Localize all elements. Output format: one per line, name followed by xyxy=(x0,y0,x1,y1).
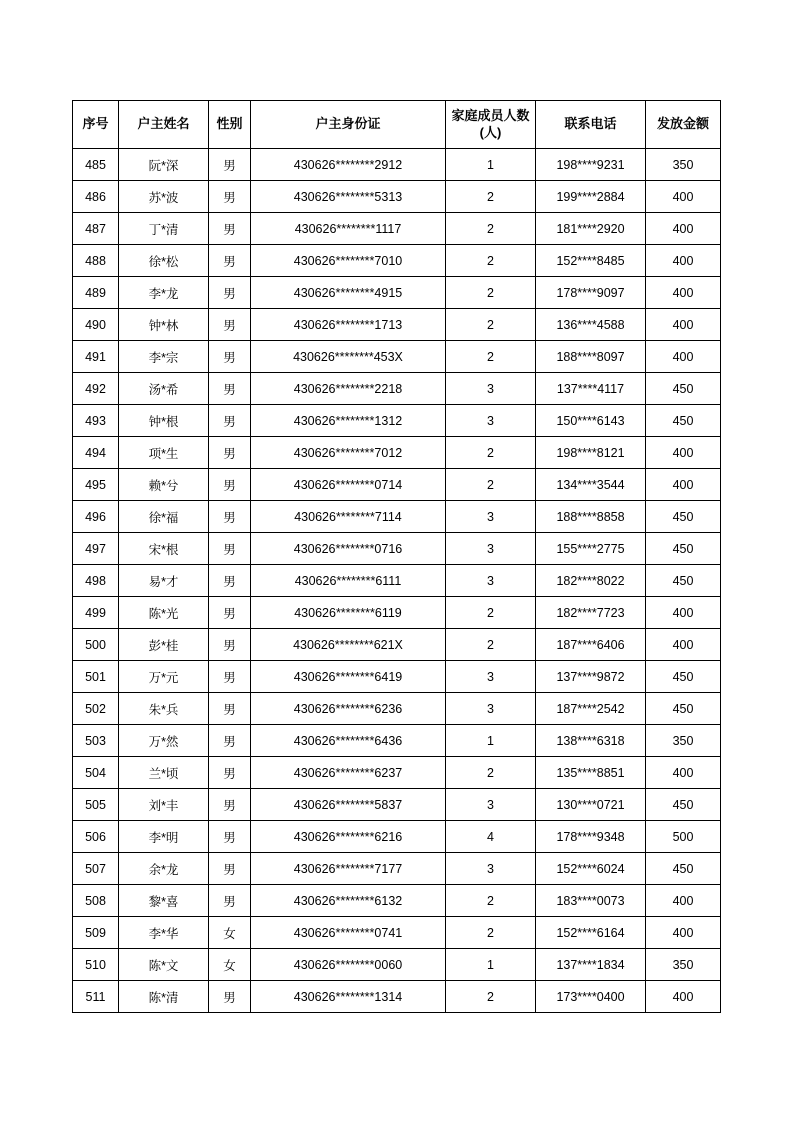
table-cell: 137****9872 xyxy=(536,661,646,693)
table-cell: 2 xyxy=(446,885,536,917)
table-cell: 430626********4915 xyxy=(251,277,446,309)
table-cell: 男 xyxy=(209,501,251,533)
table-cell: 489 xyxy=(73,277,119,309)
table-cell: 2 xyxy=(446,629,536,661)
table-cell: 182****8022 xyxy=(536,565,646,597)
table-cell: 450 xyxy=(646,501,721,533)
table-cell: 450 xyxy=(646,373,721,405)
table-cell: 男 xyxy=(209,565,251,597)
table-cell: 4 xyxy=(446,821,536,853)
table-cell: 430626********6111 xyxy=(251,565,446,597)
table-cell: 男 xyxy=(209,245,251,277)
table-row xyxy=(73,885,721,917)
table-cell: 152****8485 xyxy=(536,245,646,277)
table-cell: 430626********2218 xyxy=(251,373,446,405)
table-row xyxy=(73,693,721,725)
table-row xyxy=(73,181,721,213)
table-cell: 198****9231 xyxy=(536,149,646,181)
table-cell: 400 xyxy=(646,917,721,949)
table-cell: 男 xyxy=(209,661,251,693)
table-cell: 430626********0060 xyxy=(251,949,446,981)
table-row xyxy=(73,341,721,373)
table-cell: 3 xyxy=(446,565,536,597)
table-cell: 钟*根 xyxy=(119,405,209,437)
table-cell: 187****2542 xyxy=(536,693,646,725)
table-cell: 450 xyxy=(646,405,721,437)
table-cell: 178****9348 xyxy=(536,821,646,853)
table-cell: 400 xyxy=(646,245,721,277)
table-cell: 男 xyxy=(209,853,251,885)
table-cell: 502 xyxy=(73,693,119,725)
table-cell: 男 xyxy=(209,405,251,437)
table-cell: 506 xyxy=(73,821,119,853)
table-cell: 2 xyxy=(446,757,536,789)
table-cell: 150****6143 xyxy=(536,405,646,437)
table-cell: 155****2775 xyxy=(536,533,646,565)
table-cell: 男 xyxy=(209,277,251,309)
table-row xyxy=(73,501,721,533)
column-header: 性别 xyxy=(209,101,251,149)
table-cell: 496 xyxy=(73,501,119,533)
table-cell: 余*龙 xyxy=(119,853,209,885)
table-cell: 万*然 xyxy=(119,725,209,757)
table-cell: 430626********5313 xyxy=(251,181,446,213)
table-row xyxy=(73,309,721,341)
table-cell: 508 xyxy=(73,885,119,917)
table-cell: 项*生 xyxy=(119,437,209,469)
table-cell: 男 xyxy=(209,341,251,373)
table-cell: 490 xyxy=(73,309,119,341)
table-cell: 1 xyxy=(446,725,536,757)
table-cell: 491 xyxy=(73,341,119,373)
table-cell: 430626********0741 xyxy=(251,917,446,949)
table-cell: 男 xyxy=(209,437,251,469)
table-cell: 男 xyxy=(209,693,251,725)
table-cell: 2 xyxy=(446,597,536,629)
header-row xyxy=(73,101,721,149)
table-cell: 男 xyxy=(209,725,251,757)
table-cell: 赖*兮 xyxy=(119,469,209,501)
table-cell: 苏*波 xyxy=(119,181,209,213)
table-cell: 400 xyxy=(646,629,721,661)
table-cell: 450 xyxy=(646,565,721,597)
table-cell: 430626********2912 xyxy=(251,149,446,181)
table-cell: 2 xyxy=(446,245,536,277)
table-row xyxy=(73,277,721,309)
table-row xyxy=(73,853,721,885)
column-header: 户主姓名 xyxy=(119,101,209,149)
column-header: 家庭成员人数(人) xyxy=(446,101,536,149)
table-cell: 陈*光 xyxy=(119,597,209,629)
table-row xyxy=(73,405,721,437)
table-cell: 男 xyxy=(209,213,251,245)
table-cell: 430626********7114 xyxy=(251,501,446,533)
table-cell: 430626********0716 xyxy=(251,533,446,565)
table-cell: 400 xyxy=(646,213,721,245)
table-row xyxy=(73,597,721,629)
table-cell: 510 xyxy=(73,949,119,981)
table-cell: 504 xyxy=(73,757,119,789)
table-cell: 李*华 xyxy=(119,917,209,949)
table-cell: 430626********7012 xyxy=(251,437,446,469)
table-cell: 138****6318 xyxy=(536,725,646,757)
table-cell: 199****2884 xyxy=(536,181,646,213)
table-cell: 男 xyxy=(209,757,251,789)
column-header: 序号 xyxy=(73,101,119,149)
table-cell: 兰*顷 xyxy=(119,757,209,789)
table-cell: 400 xyxy=(646,181,721,213)
table-cell: 182****7723 xyxy=(536,597,646,629)
table-cell: 彭*桂 xyxy=(119,629,209,661)
table-cell: 505 xyxy=(73,789,119,821)
table-row xyxy=(73,213,721,245)
table-cell: 男 xyxy=(209,821,251,853)
table-cell: 181****2920 xyxy=(536,213,646,245)
table-row xyxy=(73,949,721,981)
table-cell: 2 xyxy=(446,309,536,341)
table-cell: 400 xyxy=(646,437,721,469)
table-row xyxy=(73,565,721,597)
column-header: 发放金额 xyxy=(646,101,721,149)
table-cell: 494 xyxy=(73,437,119,469)
table-cell: 钟*林 xyxy=(119,309,209,341)
table-cell: 男 xyxy=(209,181,251,213)
table-cell: 汤*希 xyxy=(119,373,209,405)
table-cell: 135****8851 xyxy=(536,757,646,789)
table-cell: 130****0721 xyxy=(536,789,646,821)
table-cell: 450 xyxy=(646,661,721,693)
table-cell: 万*元 xyxy=(119,661,209,693)
table-cell: 187****6406 xyxy=(536,629,646,661)
table-cell: 450 xyxy=(646,853,721,885)
table-cell: 350 xyxy=(646,149,721,181)
table-cell: 男 xyxy=(209,149,251,181)
table-cell: 430626********6436 xyxy=(251,725,446,757)
table-cell: 430626********621X xyxy=(251,629,446,661)
table-cell: 400 xyxy=(646,981,721,1013)
table-cell: 男 xyxy=(209,309,251,341)
table-cell: 430626********6236 xyxy=(251,693,446,725)
table-cell: 男 xyxy=(209,597,251,629)
table-container xyxy=(72,100,720,1013)
table-cell: 李*宗 xyxy=(119,341,209,373)
table-cell: 188****8858 xyxy=(536,501,646,533)
table-row xyxy=(73,725,721,757)
table-cell: 400 xyxy=(646,757,721,789)
table-cell: 183****0073 xyxy=(536,885,646,917)
table-cell: 485 xyxy=(73,149,119,181)
table-cell: 487 xyxy=(73,213,119,245)
table-cell: 男 xyxy=(209,789,251,821)
table-cell: 400 xyxy=(646,469,721,501)
table-cell: 宋*根 xyxy=(119,533,209,565)
table-cell: 400 xyxy=(646,597,721,629)
table-cell: 徐*福 xyxy=(119,501,209,533)
table-cell: 3 xyxy=(446,533,536,565)
table-cell: 350 xyxy=(646,949,721,981)
table-cell: 3 xyxy=(446,501,536,533)
table-row xyxy=(73,373,721,405)
table-cell: 430626********5837 xyxy=(251,789,446,821)
table-row xyxy=(73,437,721,469)
table-cell: 朱*兵 xyxy=(119,693,209,725)
table-cell: 女 xyxy=(209,949,251,981)
table-cell: 2 xyxy=(446,917,536,949)
table-row xyxy=(73,821,721,853)
table-cell: 男 xyxy=(209,469,251,501)
table-cell: 3 xyxy=(446,789,536,821)
table-cell: 陈*文 xyxy=(119,949,209,981)
table-cell: 430626********1312 xyxy=(251,405,446,437)
table-cell: 450 xyxy=(646,693,721,725)
table-cell: 136****4588 xyxy=(536,309,646,341)
table-cell: 173****0400 xyxy=(536,981,646,1013)
table-cell: 500 xyxy=(646,821,721,853)
table-row xyxy=(73,917,721,949)
table-cell: 430626********1314 xyxy=(251,981,446,1013)
table-cell: 2 xyxy=(446,981,536,1013)
table-cell: 430626********7177 xyxy=(251,853,446,885)
table-cell: 1 xyxy=(446,949,536,981)
table-cell: 430626********7010 xyxy=(251,245,446,277)
table-cell: 198****8121 xyxy=(536,437,646,469)
table-cell: 2 xyxy=(446,277,536,309)
table-cell: 507 xyxy=(73,853,119,885)
table-cell: 178****9097 xyxy=(536,277,646,309)
table-cell: 男 xyxy=(209,533,251,565)
table-cell: 3 xyxy=(446,405,536,437)
table-cell: 499 xyxy=(73,597,119,629)
table-cell: 430626********453X xyxy=(251,341,446,373)
table-cell: 501 xyxy=(73,661,119,693)
table-cell: 350 xyxy=(646,725,721,757)
table-cell: 阮*深 xyxy=(119,149,209,181)
table-cell: 徐*松 xyxy=(119,245,209,277)
table-cell: 黎*喜 xyxy=(119,885,209,917)
table-row xyxy=(73,469,721,501)
table-cell: 男 xyxy=(209,373,251,405)
table-cell: 2 xyxy=(446,341,536,373)
table-cell: 男 xyxy=(209,885,251,917)
table-cell: 486 xyxy=(73,181,119,213)
table-row xyxy=(73,629,721,661)
table-cell: 430626********6419 xyxy=(251,661,446,693)
table-row xyxy=(73,789,721,821)
table-cell: 188****8097 xyxy=(536,341,646,373)
table-cell: 430626********6216 xyxy=(251,821,446,853)
table-cell: 1 xyxy=(446,149,536,181)
table-cell: 3 xyxy=(446,693,536,725)
table-cell: 430626********1117 xyxy=(251,213,446,245)
table-row xyxy=(73,245,721,277)
table-cell: 137****1834 xyxy=(536,949,646,981)
table-cell: 152****6024 xyxy=(536,853,646,885)
table-cell: 492 xyxy=(73,373,119,405)
table-cell: 500 xyxy=(73,629,119,661)
table-cell: 152****6164 xyxy=(536,917,646,949)
table-cell: 493 xyxy=(73,405,119,437)
table-cell: 丁*清 xyxy=(119,213,209,245)
table-cell: 3 xyxy=(446,661,536,693)
table-cell: 134****3544 xyxy=(536,469,646,501)
table-cell: 刘*丰 xyxy=(119,789,209,821)
table-cell: 430626********6132 xyxy=(251,885,446,917)
table-cell: 503 xyxy=(73,725,119,757)
table-row xyxy=(73,981,721,1013)
table-cell: 137****4117 xyxy=(536,373,646,405)
table-cell: 2 xyxy=(446,213,536,245)
table-cell: 2 xyxy=(446,181,536,213)
table-cell: 509 xyxy=(73,917,119,949)
table-cell: 男 xyxy=(209,629,251,661)
table-cell: 400 xyxy=(646,309,721,341)
table-cell: 430626********0714 xyxy=(251,469,446,501)
table-cell: 2 xyxy=(446,469,536,501)
table-cell: 450 xyxy=(646,533,721,565)
table-cell: 450 xyxy=(646,789,721,821)
table-cell: 400 xyxy=(646,885,721,917)
table-cell: 488 xyxy=(73,245,119,277)
table-body xyxy=(73,149,721,1013)
table-cell: 400 xyxy=(646,341,721,373)
table-cell: 495 xyxy=(73,469,119,501)
table-cell: 430626********6119 xyxy=(251,597,446,629)
table-row xyxy=(73,661,721,693)
data-table xyxy=(72,100,721,1013)
table-cell: 陈*清 xyxy=(119,981,209,1013)
table-cell: 430626********6237 xyxy=(251,757,446,789)
table-cell: 李*龙 xyxy=(119,277,209,309)
table-cell: 498 xyxy=(73,565,119,597)
table-cell: 511 xyxy=(73,981,119,1013)
table-cell: 女 xyxy=(209,917,251,949)
table-cell: 易*才 xyxy=(119,565,209,597)
table-cell: 2 xyxy=(446,437,536,469)
table-cell: 男 xyxy=(209,981,251,1013)
table-row xyxy=(73,149,721,181)
table-cell: 李*明 xyxy=(119,821,209,853)
table-cell: 3 xyxy=(446,373,536,405)
table-cell: 400 xyxy=(646,277,721,309)
table-cell: 3 xyxy=(446,853,536,885)
table-header xyxy=(73,101,721,149)
table-cell: 430626********1713 xyxy=(251,309,446,341)
table-row xyxy=(73,757,721,789)
column-header: 户主身份证 xyxy=(251,101,446,149)
column-header: 联系电话 xyxy=(536,101,646,149)
table-cell: 497 xyxy=(73,533,119,565)
table-row xyxy=(73,533,721,565)
